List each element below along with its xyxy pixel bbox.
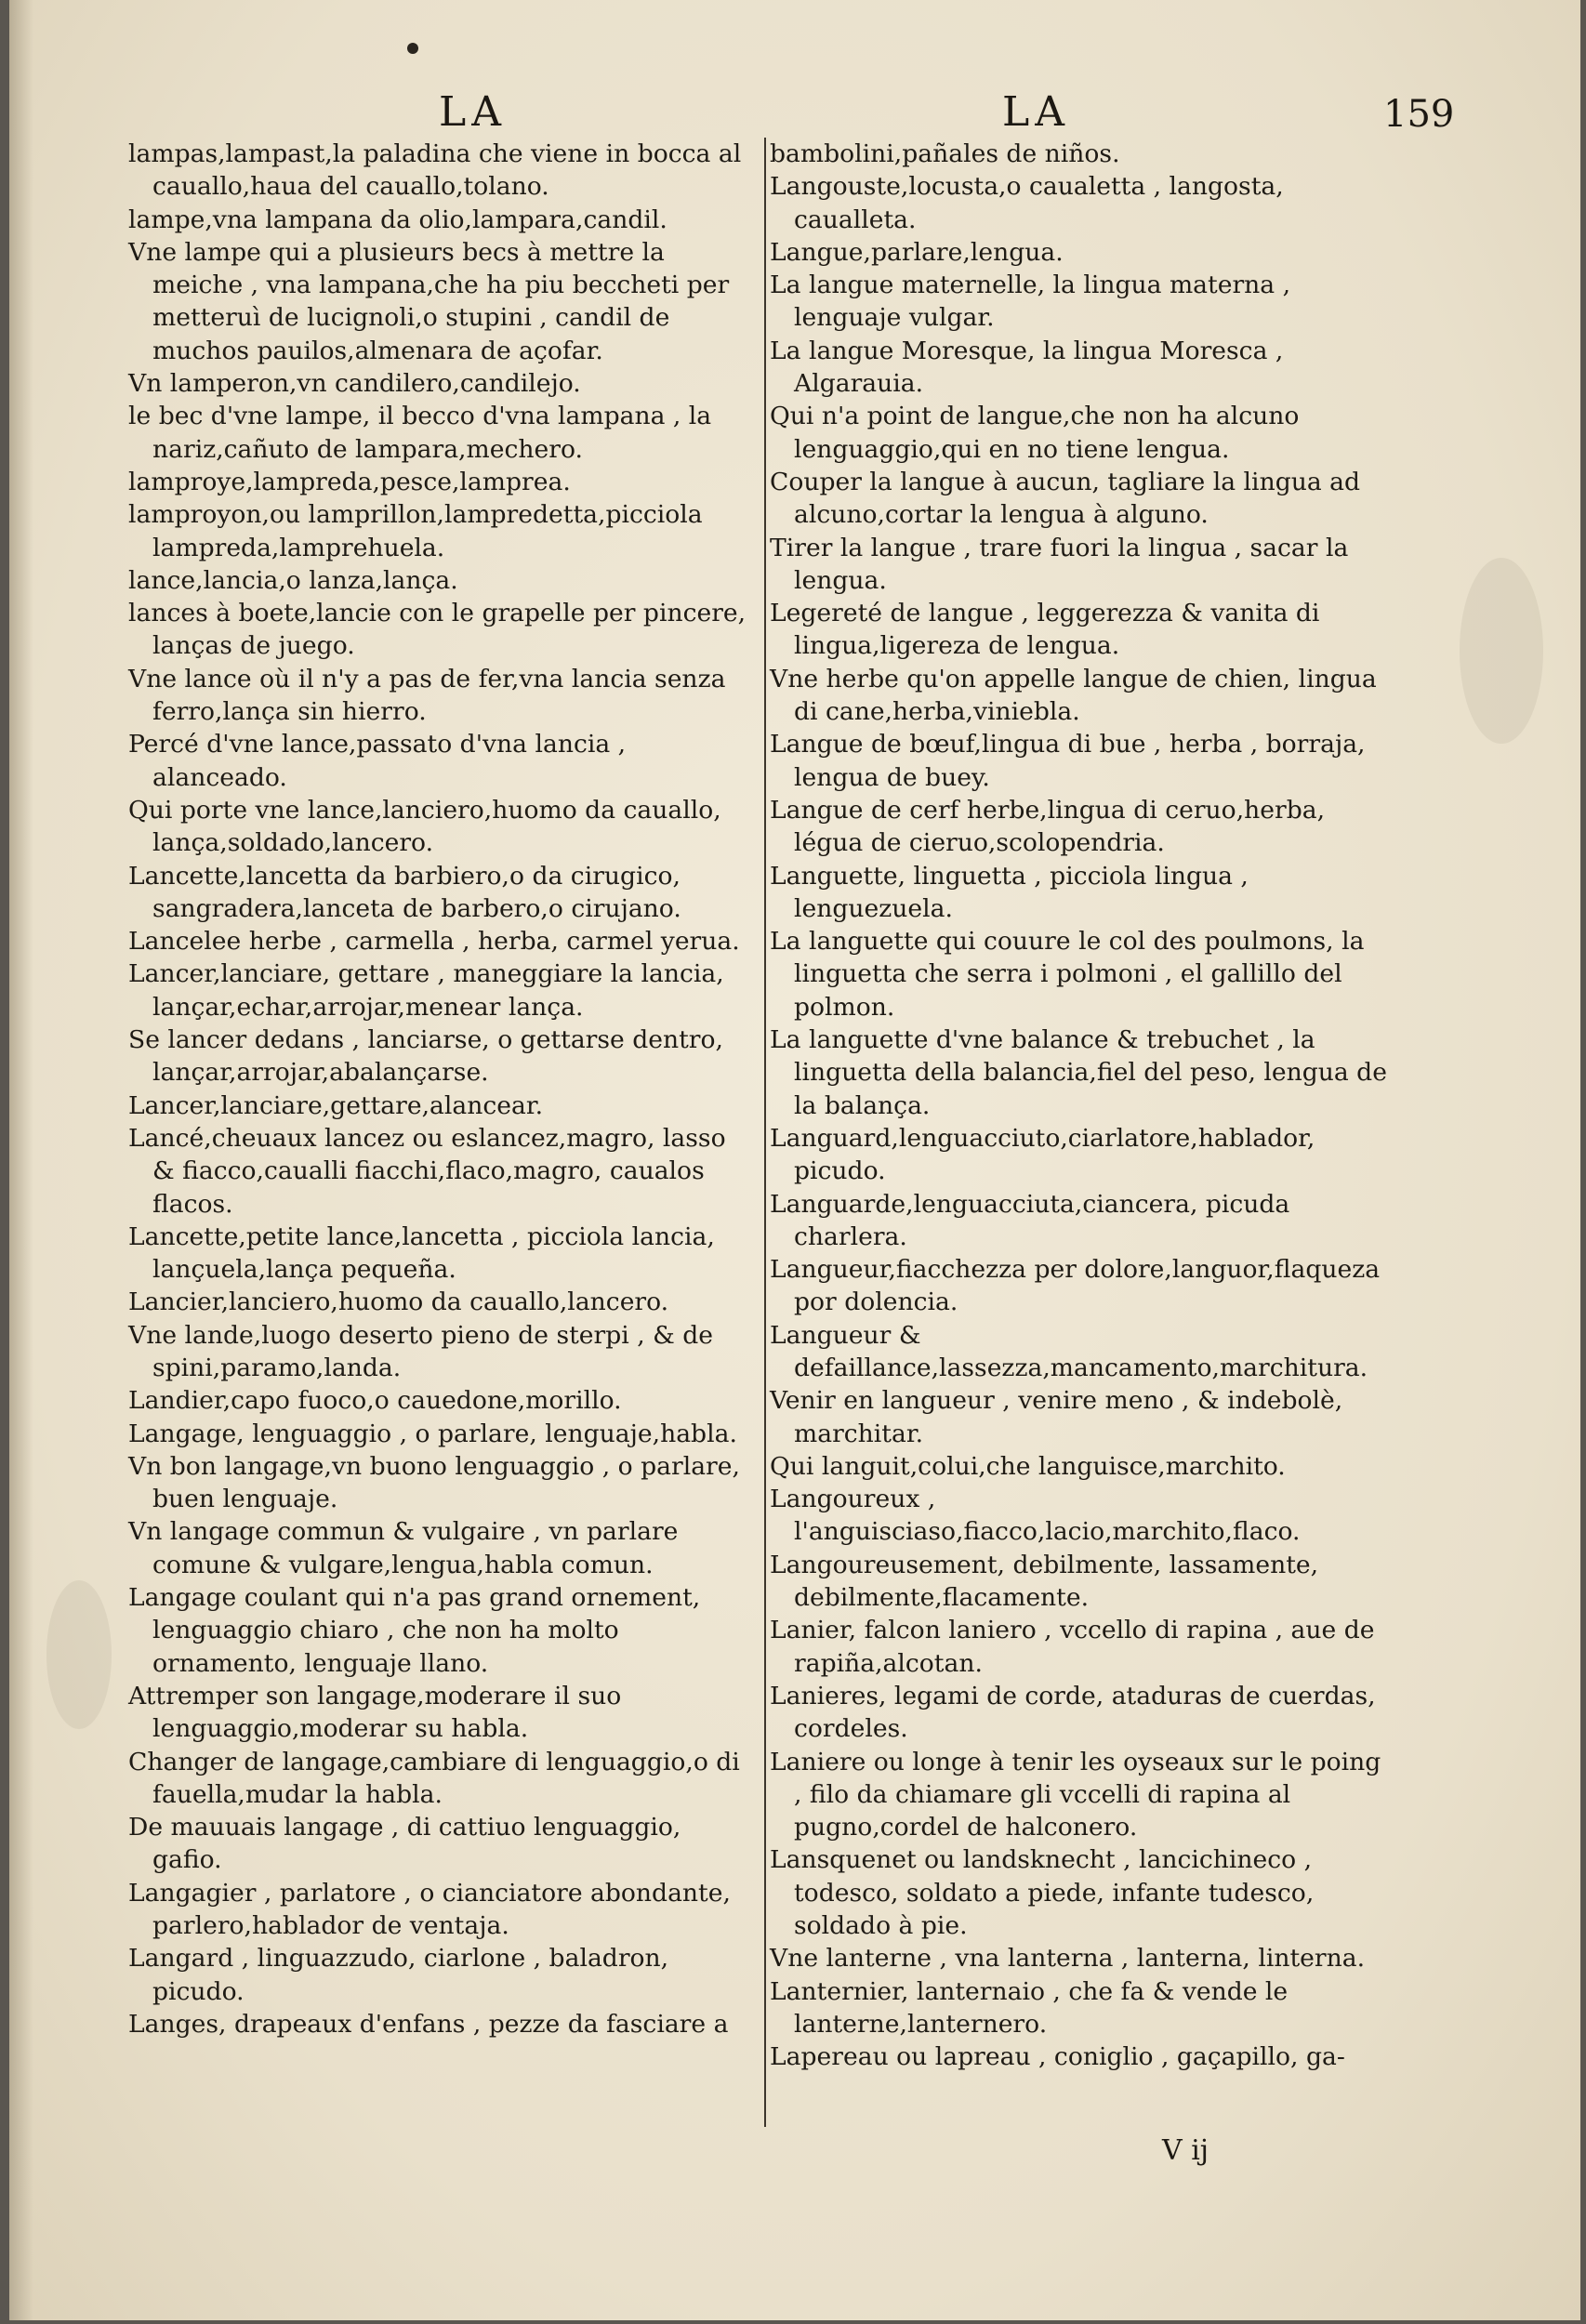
dictionary-entry: Lancer,lanciare, gettare , maneggiare la lancia, lançar,echar,arrojar,menear lança.: [128, 959, 724, 1022]
dictionary-entry: lampe,vna lampana da olio,lampara,candil.: [128, 205, 667, 234]
dictionary-entry: Langagier , parlatore , o cianciatore abondante, parlero,hablador de ventaja.: [128, 1878, 731, 1941]
dictionary-entry: Langage coulant qui n'a pas grand ornement, lenguaggio chiaro , che non ha molto ornamento, lenguaje llano.: [128, 1583, 701, 1678]
dictionary-entry: Vne lampe qui a plusieurs becs à mettre la meiche , vna lampana,che ha piu beccheti per metteruì de lucignoli,o stupini , candil de muchos pauilos,almenara de açofar.: [128, 237, 730, 365]
dictionary-entry: lances à boete,lancie con le grapelle per pincere, lanças de juego.: [128, 599, 747, 661]
dictionary-entry: Langueur & defaillance,lassezza,mancamento,marchitura.: [770, 1320, 1368, 1382]
dictionary-entry: le bec d'vne lampe, il becco d'vna lampana , la nariz,cañuto de lampara,mechero.: [128, 402, 712, 464]
dictionary-entry: Lanier, falcon laniero , vccello di rapina , aue de rapiña,alcotan.: [770, 1616, 1375, 1678]
ink-stain: [1460, 558, 1543, 744]
book-page: [9, 0, 1580, 2320]
dictionary-entry: La langue maternelle, la lingua materna , lenguaje vulgar.: [770, 271, 1291, 333]
dictionary-entry: Lancette,petite lance,lancetta , picciola lancia, lançuela,lança pequeña.: [128, 1221, 715, 1285]
dictionary-entry: Langue de cerf herbe,lingua di ceruo,herba, légua de cieruo,scolopendria.: [770, 795, 1326, 858]
dictionary-entry: Laniere ou longe à tenir les oyseaux sur le poing , filo da chiamare gli vccelli di rapina al pugno,cordel de halconero.: [770, 1747, 1381, 1842]
dictionary-entry: Changer de langage,cambiare di lenguaggio,o di fauella,mudar la habla.: [128, 1747, 740, 1809]
dictionary-entry: Langoureusement, debilmente, lassamente, debilmente,flacamente.: [770, 1550, 1319, 1613]
dictionary-entry: Languette, linguetta , picciola lingua , lenguezuela.: [770, 861, 1249, 923]
dictionary-entry: La langue Moresque, la lingua Moresca , Algarauia.: [770, 336, 1284, 399]
dictionary-entry: Lansquenet ou landsknecht , lancichineco , todesco, soldato a piede, infante tudesco, soldado à pie.: [770, 1845, 1315, 1941]
dictionary-entry: Languarde,lenguacciuta,ciancera, picuda charlera.: [770, 1189, 1290, 1251]
dictionary-entry: lampas,lampast,la paladina che viene in bocca al cauallo,haua del cauallo,tolano.: [128, 139, 742, 202]
dictionary-entry: Vne lanterne , vna lanterna , lanterna, linterna.: [770, 1944, 1366, 1974]
dictionary-entry: lamproye,lampreda,pesce,lamprea.: [128, 467, 571, 496]
dictionary-entry: Se lancer dedans , lanciarse, o gettarse dentro, lançar,arrojar,abalançarse.: [128, 1025, 723, 1088]
dictionary-entry: Vne lande,luogo deserto pieno de sterpi , & de spini,paramo,landa.: [128, 1320, 714, 1382]
dictionary-entry: Attremper son langage,moderare il suo lenguaggio,moderar su habla.: [128, 1681, 622, 1744]
dictionary-entry: Langage, lenguaggio , o parlare, lenguaje,habla.: [128, 1419, 737, 1448]
dictionary-entry: bambolini,pañales de niños.: [770, 139, 1120, 168]
dictionary-entry: Lancette,lancetta da barbiero,o da cirugico, sangradera,lanceta de barbero,o cirujano.: [128, 861, 681, 923]
dictionary-entry: Lancier,lanciero,huomo da cauallo,lancero.: [128, 1287, 669, 1317]
dictionary-entry: Tirer la langue , trare fuori la lingua , sacar la lengua.: [770, 533, 1349, 595]
dictionary-entry: Lancé,cheuaux lancez ou eslancez,magro, lasso & fiacco,caualli fiacchi,flaco,magro, caualos flacos.: [128, 1123, 726, 1219]
dictionary-entry: Vne lance où il n'y a pas de fer,vna lancia senza ferro,lança sin hierro.: [128, 664, 726, 727]
dictionary-entry: Vn bon langage,vn buono lenguaggio , o parlare, buen lenguaje.: [128, 1451, 740, 1514]
dictionary-entry: Lancelee herbe , carmella , herba, carmel yerua.: [128, 927, 740, 957]
dictionary-entry: Languard,lenguacciuto,ciarlatore,hablador, picudo.: [770, 1123, 1315, 1186]
ink-dot: [407, 43, 418, 54]
dictionary-entry: Vne herbe qu'on appelle langue de chien, lingua di cane,herba,viniebla.: [770, 664, 1377, 727]
dictionary-entry: Percé d'vne lance,passato d'vna lancia , alanceado.: [128, 730, 627, 792]
dictionary-entry: Lanternier, lanternaio , che fa & vende le lanterne,lanternero.: [770, 1976, 1289, 2039]
dictionary-entry: Langue de bœuf,lingua di bue , herba , borraja, lengua de buey.: [770, 730, 1366, 792]
right-column: [770, 138, 1394, 2074]
ink-stain: [46, 1580, 112, 1729]
dictionary-entry: La languette d'vne balance & trebuchet , la linguetta della balancia,fiel del peso, lengua de la balança.: [770, 1025, 1387, 1120]
page-spine-shadow: [9, 0, 33, 2320]
left-column: [128, 138, 753, 2040]
dictionary-entry: La languette qui couure le col des poulmons, la linguetta che serra i polmoni , el gallillo del polmon.: [770, 927, 1365, 1022]
dictionary-entry: Langard , linguazzudo, ciarlone , baladron, picudo.: [128, 1944, 669, 2006]
page-number: 159: [1383, 93, 1455, 136]
dictionary-entry: Qui porte vne lance,lanciero,huomo da cauallo, lança,soldado,lancero.: [128, 795, 721, 858]
dictionary-entry: Qui n'a point de langue,che non ha alcuno lenguaggio,qui en no tiene lengua.: [770, 402, 1300, 464]
dictionary-entry: lamproyon,ou lamprillon,lampredetta,picciola lampreda,lamprehuela.: [128, 500, 703, 562]
dictionary-entry: Langoureux , l'anguisciaso,fiacco,lacio,marchito,flaco.: [770, 1485, 1301, 1547]
dictionary-entry: Lanieres, legami de corde, ataduras de cuerdas, cordeles.: [770, 1681, 1376, 1744]
column-divider: [764, 138, 766, 2127]
dictionary-entry: De mauuais langage , di cattiuo lenguaggio, gafio.: [128, 1813, 681, 1875]
dictionary-entry: Langouste,locusta,o caualetta , langosta, caualleta.: [770, 172, 1284, 234]
dictionary-entry: Lapereau ou lapreau , coniglio , gaçapillo, ga-: [770, 2042, 1345, 2072]
running-header-left: LA: [439, 88, 507, 136]
dictionary-entry: Couper la langue à aucun, tagliare la lingua ad alcuno,cortar la lengua à alguno.: [770, 467, 1361, 530]
dictionary-entry: Langue,parlare,lengua.: [770, 237, 1064, 267]
dictionary-entry: Lancer,lanciare,gettare,alancear.: [128, 1090, 544, 1120]
dictionary-entry: lance,lancia,o lanza,lança.: [128, 565, 458, 595]
dictionary-entry: Venir en langueur , venire meno , & indebolè, marchitar.: [770, 1386, 1343, 1448]
dictionary-entry: Legereté de langue , leggerezza & vanita di lingua,ligereza de lengua.: [770, 599, 1320, 661]
dictionary-entry: Vn lamperon,vn candilero,candilejo.: [128, 369, 581, 399]
dictionary-entry: Vn langage commun & vulgaire , vn parlare comune & vulgare,lengua,habla comun.: [128, 1517, 679, 1579]
dictionary-entry: Landier,capo fuoco,o cauedone,morillo.: [128, 1386, 622, 1416]
dictionary-entry: Langes, drapeaux d'enfans , pezze da fasciare a: [128, 2009, 729, 2039]
dictionary-entry: Qui languit,colui,che languisce,marchito.: [770, 1451, 1286, 1481]
dictionary-entry: Langueur,fiacchezza per dolore,languor,flaqueza por dolencia.: [770, 1255, 1381, 1317]
signature-mark: V ij: [1162, 2134, 1209, 2167]
running-header-right: LA: [1002, 88, 1070, 136]
